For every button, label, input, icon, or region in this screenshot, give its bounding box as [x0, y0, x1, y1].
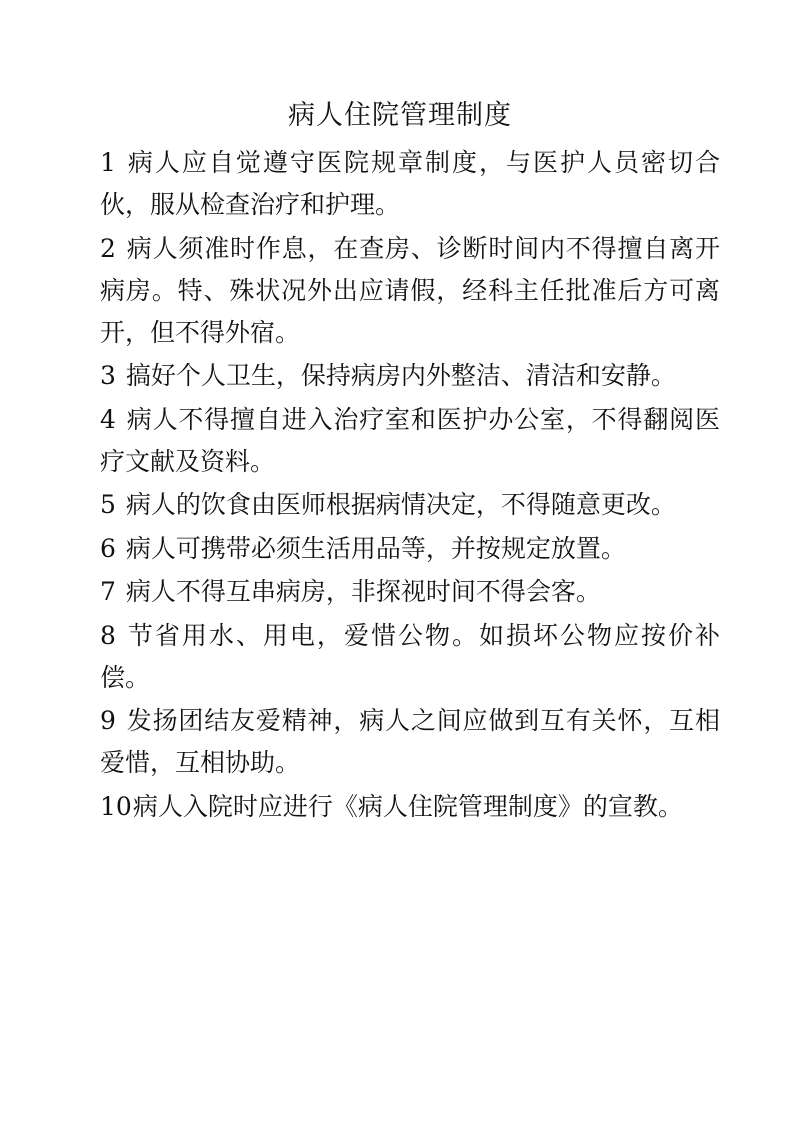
rule-number: 8: [100, 620, 116, 650]
rule-text: 病人入院时应进行《病人住院管理制度》的宣教。: [132, 791, 683, 821]
rule-item-10: [100, 786, 720, 828]
rule-item-9: [100, 700, 720, 784]
rule-item-4: [100, 399, 720, 483]
rule-item-7: [100, 571, 720, 613]
rule-text: 节省用水、用电，爱惜公物。如损坏公物应按价补偿。: [100, 620, 720, 692]
rule-number: 9: [100, 706, 116, 735]
rule-item-8: [100, 615, 720, 699]
rule-number: 6: [100, 533, 116, 563]
rule-number: 7: [100, 577, 116, 606]
rule-item-6: [100, 528, 720, 570]
rule-text: 搞好个人卫生，保持病房内外整洁、清洁和安静。: [125, 361, 676, 390]
rule-number: 10: [100, 791, 132, 821]
rule-text: 病人应自觉遵守医院规章制度，与医护人员密切合伙，服从检查治疗和护理。: [100, 148, 720, 219]
rule-number: 5: [100, 490, 116, 519]
rule-number: 1: [100, 148, 116, 177]
document-title: 病人住院管理制度: [288, 100, 512, 131]
rule-number: 2: [100, 233, 116, 263]
rules-list: [100, 142, 720, 829]
rule-item-1: [100, 142, 720, 226]
rule-text: 病人可携带必须生活用品等，并按规定放置。: [125, 533, 626, 563]
rule-text: 病人须准时作息，在查房、诊断时间内不得擅自离开病房。特、殊状况外出应请假，经科主任批准后方可离开，但不得外宿。: [100, 233, 720, 347]
rule-item-2: [100, 228, 720, 354]
rule-item-3: [100, 355, 720, 397]
rule-text: 病人不得擅自进入治疗室和医护办公室，不得翻阅医疗文献及资料。: [100, 404, 720, 476]
rule-item-5: [100, 484, 720, 526]
rule-text: 发扬团结友爱精神，病人之间应做到互有关怀，互相爱惜，互相协助。: [100, 706, 720, 777]
rule-text: 病人不得互串病房，非探视时间不得会客。: [125, 577, 601, 606]
rule-number: 3: [100, 361, 116, 390]
rule-text: 病人的饮食由医师根据病情决定，不得随意更改。: [125, 490, 676, 519]
rule-number: 4: [100, 404, 116, 434]
